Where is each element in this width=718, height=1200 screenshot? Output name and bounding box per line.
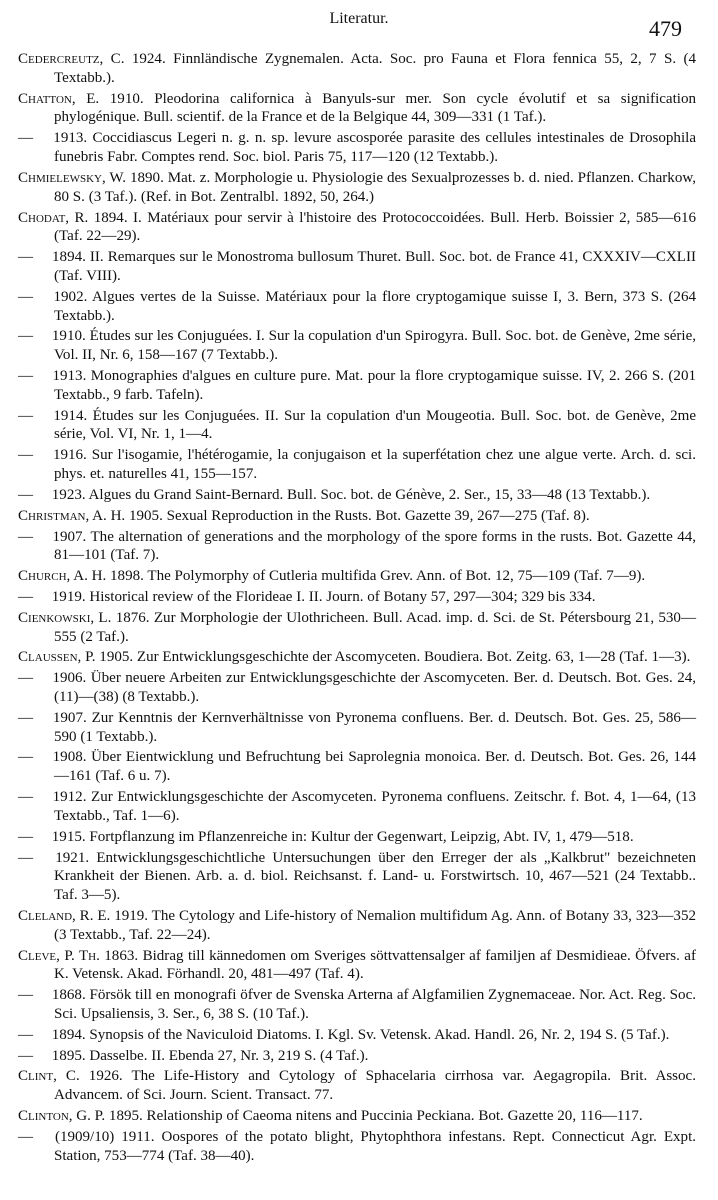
bibliography-entry — [18, 567, 696, 586]
bibliography-entry — [18, 709, 696, 747]
entry-text: 1913. Coccidiascus Legeri n. g. n. sp. levure ascosporée parasite des cellules intestinales de Drosophila funebris Fabr. Comptes rend. Soc. biol. Paris 75, 117—120 (12 Textabb.). — [53, 130, 696, 166]
entry-text: 1913. Monographies d'algues en culture pure. Mat. pour la flore cryptogamique suisse. IV, 2. 266 S. (201 Textabb., 9 farb. Tafeln). — [52, 368, 696, 403]
bibliography-entry — [18, 507, 696, 526]
bibliography-entry — [18, 828, 696, 847]
entry-author: Cleve, P. Th. — [18, 947, 100, 964]
entry-text: 1919. Historical review of the Florideae I. II. Journ. of Botany 57, 297—304; 329 bis 334. — [51, 588, 596, 605]
ditto-dash: — — [18, 486, 34, 503]
ditto-dash: — — [18, 130, 34, 147]
ditto-dash: — — [18, 528, 34, 545]
entry-author: Chatton, E. — [18, 90, 100, 107]
entry-text: 1895. Relationship of Caeoma nitens and Puccinia Peckiana. Bot. Gazette 20, 116—117. — [108, 1108, 643, 1125]
ditto-dash: — — [18, 288, 34, 305]
ditto-dash: — — [18, 588, 34, 605]
page-number: 479 — [649, 16, 682, 41]
entry-text: 1910. Pleodorina californica à Banyuls-sur mer. Son cycle évolutif et sa signification phylogénique. Bull. scientif. de la France et de la Belgique 44, 309—331 (1 Taf.). — [54, 90, 697, 126]
ditto-dash: — — [18, 849, 34, 866]
entry-text: 1905. Sexual Reproduction in the Rusts. Bot. Gazette 39, 267—275 (Taf. 8). — [128, 507, 590, 524]
entry-text: 1921. Entwicklungsgeschichtliche Untersuchungen über den Erreger der als „Kalkbrut" bezeichneten Krankheit der Bienen. Arb. a. d. biol. Reichsanst. f. Land- u. Forstwirtsch. 10, 467—521 (24 Textabb.. Taf. 3—5). — [54, 849, 697, 904]
ditto-dash: — — [18, 1128, 34, 1145]
entry-text: 1926. The Life-History and Cytology of Sphacelaria cirrhosa var. Aegagropila. Brit. Assoc. Advancem. of Sci. Journ. Scient. Transact. 77. — [54, 1068, 697, 1104]
bibliography-entry — [18, 849, 696, 905]
entry-text: 1910. Études sur les Conjuguées. I. Sur la copulation d'un Spirogyra. Bull. Soc. bot. de Genève, 2me série, Vol. II, Nr. 6, 158—167 (7 Textabb.). — [51, 328, 697, 364]
entry-author: Clint, C. — [18, 1068, 80, 1085]
ditto-dash: — — [18, 1026, 34, 1043]
ditto-dash: — — [18, 987, 34, 1004]
entry-text: 1919. The Cytology and Life-history of Nemalion multifidum Ag. Ann. of Botany 33, 323—352 (3 Textabb., Taf. 22—24). — [54, 907, 697, 943]
bibliography-entry — [18, 1128, 696, 1166]
bibliography-entry — [18, 1107, 696, 1126]
bibliography-entry — [18, 648, 696, 667]
entry-text: 1868. Försök till en monografi öfver de Svenska Arterna af Algfamilien Zygnemaceae. Nor. Act. Reg. Soc. Sci. Upsaliensis, 3. Ser., 6, 38 S. (10 Taf.). — [51, 987, 697, 1022]
bibliography-entry — [18, 588, 696, 607]
ditto-dash: — — [18, 368, 34, 384]
ditto-dash: — — [18, 709, 34, 726]
entry-text: 1908. Über Eientwicklung und Befruchtung bei Saprolegnia monoica. Ber. d. Deutsch. Bot. Ges. 26, 144—161 (Taf. 6 u. 7). — [52, 749, 697, 785]
ditto-dash: — — [18, 328, 34, 345]
entry-author: Chodat, R. — [18, 209, 89, 226]
bibliography-entry — [18, 986, 696, 1024]
page-header-title: Literatur. — [329, 10, 389, 27]
entry-text: 1905. Zur Entwicklungsgeschichte der Ascomyceten. Boudiera. Bot. Zeitg. 63, 1—28 (Taf. 1—3). — [99, 649, 691, 666]
bibliography-entry — [18, 1047, 696, 1066]
ditto-dash: — — [18, 670, 34, 687]
bibliography-entry — [18, 90, 696, 128]
bibliography-entry — [18, 367, 696, 405]
bibliography-list — [18, 50, 696, 1168]
ditto-dash: — — [18, 447, 34, 464]
entry-author: Claussen, P. — [18, 649, 96, 666]
entry-text: 1898. The Polymorphy of Cutleria multifida Grev. Ann. of Bot. 12, 75—109 (Taf. 7—9). — [110, 568, 646, 585]
ditto-dash: — — [18, 789, 34, 806]
entry-author: Cedercreutz, C. — [18, 51, 125, 67]
entry-author: Clinton, G. P. — [18, 1108, 106, 1125]
bibliography-entry — [18, 209, 696, 247]
bibliography-entry — [18, 669, 696, 707]
entry-text: 1907. The alternation of generations and the morphology of the spore forms in the rusts. Bot. Gazette 44, 81—101 (Taf. 7). — [52, 528, 696, 564]
entry-text: 1916. Sur l'isogamie, l'hétérogamie, la conjugaison et la superfétation chez une algue verte. Arch. d. sci. phys. et. naturelles 41, 155—157. — [52, 447, 696, 483]
entry-text: 1923. Algues du Grand Saint-Bernard. Bull. Soc. bot. de Génève, 2. Ser., 15, 33—48 (13 Textabb.). — [51, 486, 651, 503]
ditto-dash: — — [18, 749, 34, 766]
bibliography-entry — [18, 748, 696, 786]
entry-text: 1876. Zur Morphologie der Ulothricheen. Bull. Acad. imp. d. Sci. de St. Pétersbourg 21, 530—555 (2 Taf.). — [54, 609, 697, 645]
entry-text: 1924. Finnländische Zygnemalen. Acta. Soc. pro Fauna et Flora fennica 55, 2, 7 S. (4 Textabb.). — [54, 51, 696, 86]
bibliography-entry — [18, 907, 696, 945]
bibliography-entry — [18, 609, 696, 647]
bibliography-entry — [18, 788, 696, 826]
bibliography-entry — [18, 486, 696, 505]
entry-author: Cienkowski, L. — [18, 609, 112, 626]
entry-text: 1915. Fortpflanzung im Pflanzenreiche in: Kultur der Gegenwart, Leipzig, Abt. IV, 1, 479—518. — [51, 828, 634, 845]
bibliography-entry — [18, 288, 696, 326]
bibliography-entry — [18, 327, 696, 365]
bibliography-entry — [18, 947, 696, 985]
entry-text: 1912. Zur Entwicklungsgeschichte der Ascomyceten. Pyronema confluens. Zeitschr. f. Bot. 4, 1—64, (13 Textabb., Taf. 1—6). — [52, 789, 696, 824]
entry-author: Cleland, R. E. — [18, 907, 111, 924]
entry-text: 1863. Bidrag till kännedomen om Sveriges söttvattensalger af familjen af Desmidieae. Öfvers. af K. Vetensk. Akad. Förhandl. 20, 481—497 (Taf. 4). — [54, 947, 696, 983]
entry-text: 1907. Zur Kenntnis der Kernverhältnisse von Pyronema confluens. Ber. d. Deutsch. Bot. Ges. 25, 586—590 (1 Textabb.). — [52, 709, 696, 745]
entry-text: 1914. Études sur les Conjuguées. II. Sur la copulation d'un Mougeotia. Bull. Soc. bot. de Genève, 2me série, Vol. VI, Nr. 1, 1—4. — [53, 407, 697, 443]
bibliography-entry — [18, 528, 696, 566]
ditto-dash: — — [18, 828, 34, 845]
entry-author: Christman, A. H. — [18, 507, 126, 524]
entry-text: 1890. Mat. z. Morphologie u. Physiologie des Sexualprozesses b. d. nied. Pflanzen. Charkow, 80 S. (3 Taf.). (Ref. in Bot. Zentralbl. 1892, 50, 264.) — [54, 169, 696, 205]
bibliography-entry — [18, 248, 696, 286]
entry-text: 1895. Dasselbe. II. Ebenda 27, Nr. 3, 219 S. (4 Taf.). — [51, 1047, 369, 1064]
entry-text: 1894. I. Matériaux pour servir à l'histoire des Protococcoidées. Bull. Herb. Boissier 2, 585—616 (Taf. 22—29). — [54, 209, 696, 245]
bibliography-entry — [18, 50, 696, 88]
bibliography-entry — [18, 1026, 696, 1045]
entry-text: 1902. Algues vertes de la Suisse. Matériaux pour la flore cryptogamique suisse I, 3. Bern, 373 S. (264 Textabb.). — [53, 288, 696, 324]
ditto-dash: — — [18, 407, 34, 424]
entry-text: 1906. Über neuere Arbeiten zur Entwicklungsgeschichte der Ascomyceten. Ber. d. Deutsch. Bot. Ges. 24, (11)—(38) (8 Textabb.). — [52, 670, 696, 705]
bibliography-entry — [18, 129, 696, 167]
running-head — [0, 8, 718, 41]
entry-author: Church, A. H. — [18, 568, 107, 585]
bibliography-entry — [18, 169, 696, 207]
bibliography-entry — [18, 1067, 696, 1105]
entry-author: Chmielewsky, W. — [18, 169, 127, 186]
entry-text: 1894. Synopsis of the Naviculoid Diatoms. I. Kgl. Sv. Vetensk. Akad. Handl. 26, Nr. 2, 194 S. (5 Taf.). — [51, 1026, 670, 1043]
ditto-dash: — — [18, 249, 34, 266]
entry-text: (1909/10) 1911. Oospores of the potato blight, Phytophthora infestans. Rept. Connecticut Agr. Expt. Station, 753—774 (Taf. 38—40). — [54, 1128, 697, 1164]
entry-text: 1894. II. Remarques sur le Monostroma bullosum Thuret. Bull. Soc. bot. de France 41, CXXXIV—CXLII (Taf. VIII). — [52, 249, 697, 284]
bibliography-entry — [18, 446, 696, 484]
ditto-dash: — — [18, 1047, 34, 1064]
bibliography-entry — [18, 407, 696, 445]
